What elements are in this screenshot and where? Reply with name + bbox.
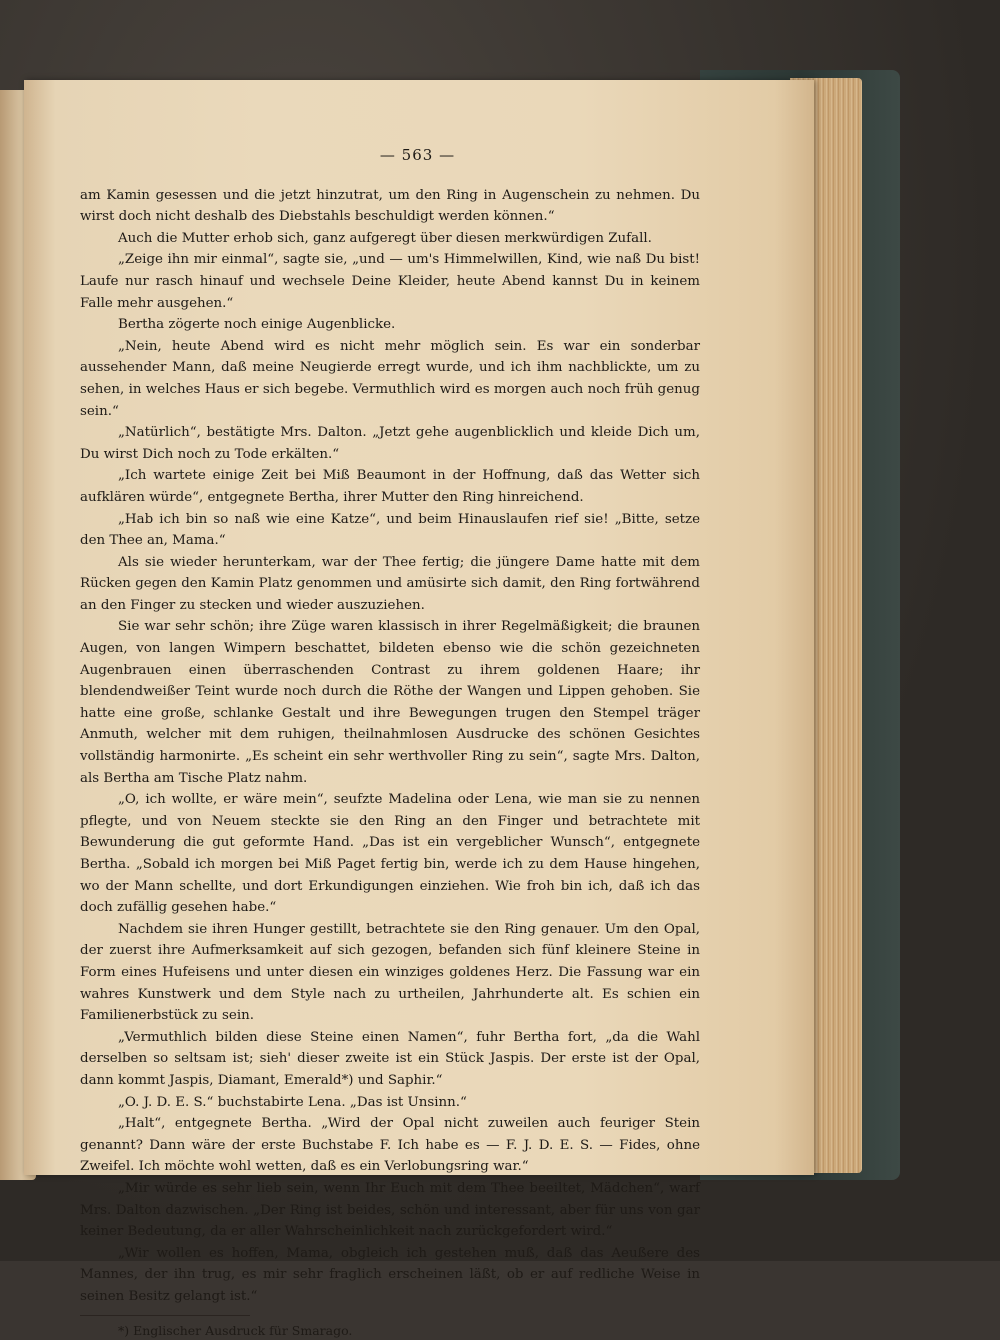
paragraph-9: Als sie wieder herunterkam, war der Thee fertig; die jüngere Dame hatte mit dem Rücken gegen den Kamin Platz genommen und amüsirte sich damit, den Ring fortwährend an den Finger zu stecken und wieder auszuziehen. [80, 554, 700, 613]
paragraph-3: „Zeige ihn mir einmal“, sagte sie, „und — um's Himmelwillen, Kind, wie naß Du bist! Laufe nur rasch hinauf und wechsele Deine Kleider, heute Abend kannst Du in keinem Falle mehr ausgehen.“ [80, 252, 700, 311]
page-text [80, 145, 700, 1340]
paragraph-12: Nachdem sie ihren Hunger gestillt, betrachtete sie den Ring genauer. Um den Opal, der zuerst ihre Aufmerksamkeit auf sich gezogen, befanden sich fünf kleinere Steine in Form eines Hufeisens und unter diesen ein winziges goldenes Herz. Die Fassung war ein wahres Kunstwerk und dem Style nach zu urtheilen, Jahrhunderte alt. Es schien ein Familienerbstück zu sein. [80, 921, 700, 1024]
paragraph-5: „Nein, heute Abend wird es nicht mehr möglich sein. Es war ein sonderbar aussehender Mann, daß meine Neugierde erregt wurde, und ich ihm nachblickte, um zu sehen, in welches Haus er sich begebe. Vermuthlich wird es morgen auch noch früh genug sein.“ [80, 338, 700, 419]
paragraph-1: am Kamin gesessen und die jetzt hinzutrat, um den Ring in Augenschein zu nehmen. Du wirst doch nicht deshalb des Diebstahls beschuldigt werden können.“ [80, 187, 700, 225]
paragraph-16: „Mir würde es sehr lieb sein, wenn Ihr Euch mit dem Thee beeiltet, Mädchen“, warf Mrs. Dalton dazwischen. „Der Ring ist beides, schön und interessant, aber für uns von gar keiner Bedeutung, da er aller Wahrscheinlichkeit nach zurückgefordert wird.“ [80, 1180, 700, 1240]
paragraph-15: „Halt“, entgegnete Bertha. „Wird der Opal nicht zuweilen auch feuriger Stein genannt? Dann wäre der erste Buchstabe F. Ich habe es — F. J. D. E. S. — Fides, ohne Zweifel. Ich möchte wohl wetten, daß es ein Verlobungsring war.“ [80, 1116, 700, 1175]
paragraph-4: Bertha zögerte noch einige Augenblicke. [118, 317, 396, 333]
paragraph-11: „O, ich wollte, er wäre mein“, seufzte Madelina oder Lena, wie man sie zu nennen pflegte, und von Neuem steckte sie den Ring an den Finger und betrachtete mit Bewunderung die gut geformte Hand. „Das ist ein vergeblicher Wunsch“, entgegnete Bertha. „Sobald ich morgen bei Miß Paget fertig bin, werde ich zu dem Hause hingehen, wo der Mann schellte, und dort Erkundigungen einziehen. Wie froh bin ich, daß ich das doch zufällig gesehen habe.“ [80, 792, 700, 916]
paragraph-17: „Wir wollen es hoffen, Mama, obgleich ich gestehen muß, daß das Aeußere des Mannes, der ihn trug, es mir sehr fraglich erscheinen läßt, ob er auf redliche Weise in seinen Besitz gelangt ist.“ [80, 1245, 700, 1304]
footnote-divider [80, 1315, 250, 1316]
paragraph-2: Auch die Mutter erhob sich, ganz aufgeregt über diesen merkwürdigen Zufall. [118, 230, 652, 246]
paragraph-7: „Ich wartete einige Zeit bei Miß Beaumont in der Hoffnung, daß das Wetter sich aufklären würde“, entgegnete Bertha, ihrer Mutter den Ring hinreichend. [80, 468, 700, 505]
paragraph-10: Sie war sehr schön; ihre Züge waren klassisch in ihrer Regelmäßigkeit; die braunen Augen, von langen Wimpern beschattet, bildeten ebenso wie die schön gezeichneten Augenbrauen einen überraschenden Contrast zu ihrem goldenen Haare; ihr blendendweißer Teint wurde noch durch die Röthe der Wangen und Lippen gehoben. Sie hatte eine große, schlanke Gestalt und ihre Bewegungen trugen den Stempel träger Anmuth, welcher mit dem ruhigen, theilnahmlosen Ausdrucke des schönen Gesichtes vollständig harmonirte. „Es scheint ein sehr werthvoller Ring zu sein“, sagte Mrs. Dalton, als Bertha am Tische Platz nahm. [80, 619, 700, 786]
paragraph-14: „O. J. D. E. S.“ buchstabirte Lena. „Das ist Unsinn.“ [118, 1094, 467, 1110]
footnote: *) Englischer Ausdruck für Smarago. [118, 1323, 353, 1339]
paragraph-8: „Hab ich bin so naß wie eine Katze“, und beim Hinauslaufen rief sie! „Bitte, setze den Thee an, Mama.“ [80, 511, 700, 549]
paragraph-6: „Natürlich“, bestätigte Mrs. Dalton. „Jetzt gehe augenblicklich und kleide Dich um, Du wirst Dich noch zu Tode erkälten.“ [80, 425, 700, 462]
paragraph-13: „Vermuthlich bilden diese Steine einen Namen“, fuhr Bertha fort, „da die Wahl derselben so seltsam ist; sieh' dieser zweite ist ein Stück Jaspis. Der erste ist der Opal, dann kommt Jaspis, Diamant, Emerald*) und Saphir.“ [80, 1029, 700, 1088]
page-number: — 563 — [379, 146, 456, 164]
